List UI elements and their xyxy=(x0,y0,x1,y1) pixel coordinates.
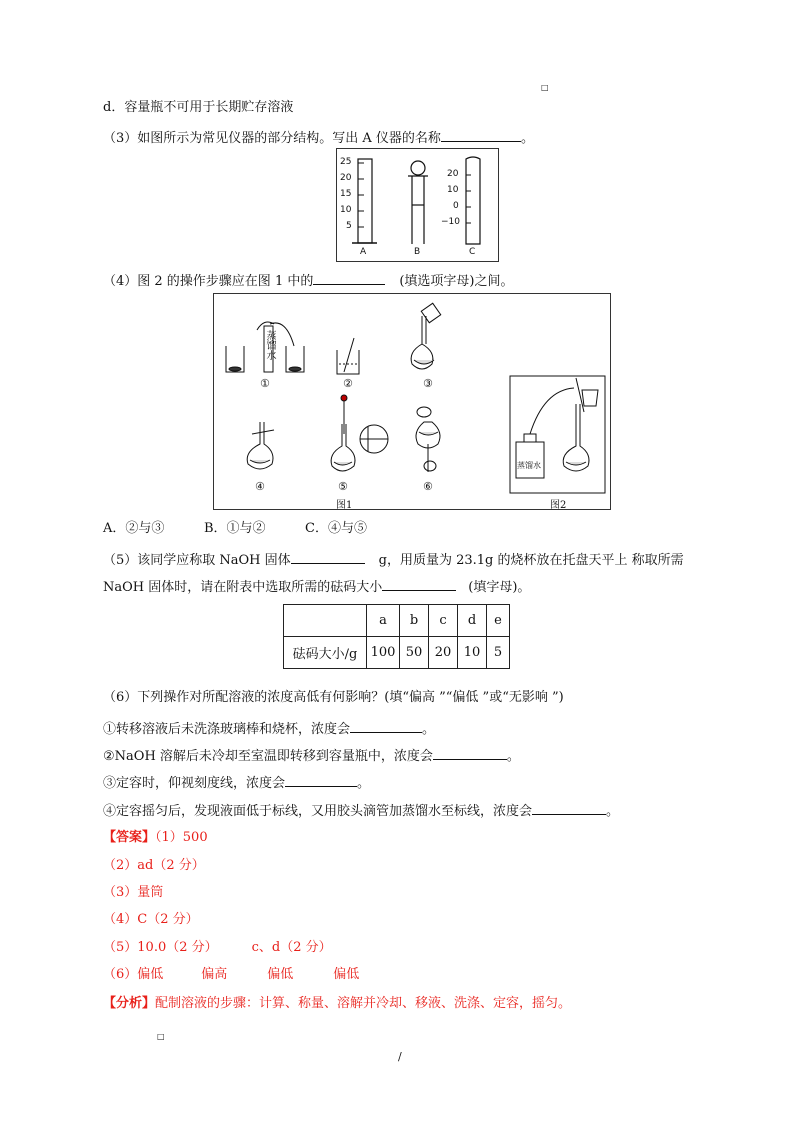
top-marker: □ xyxy=(541,83,549,92)
answer-2: （2）ad（2 分） xyxy=(103,858,205,873)
procedure-drawing xyxy=(214,294,610,509)
label-b: B xyxy=(414,247,421,257)
option-c: C．④与⑤ xyxy=(305,521,367,536)
step-2-drawing xyxy=(337,338,359,374)
table-cell: b xyxy=(400,605,429,637)
question-5-line-2 xyxy=(103,578,530,597)
step-4-drawing xyxy=(247,422,274,469)
bottle-label: 蒸馏水 xyxy=(517,461,541,470)
table-row xyxy=(284,637,510,669)
footer-marker: □ xyxy=(157,1032,165,1041)
table-cell: 20 xyxy=(429,637,458,669)
question-5-text-d: (填字母)。 xyxy=(468,580,531,595)
table-cell xyxy=(284,605,367,637)
question-6-item-1-text: ①转移溶液后未洗涤玻璃棒和烧杯，浓度会 xyxy=(103,722,351,737)
option-d-text: d．容量瓶不可用于长期贮存溶液 xyxy=(103,100,294,115)
tick-c-0: 20 xyxy=(447,169,459,179)
analysis-text: 配制溶液的步骤：计算、称量、溶解并冷却、移液、洗涤、定容，摇匀。 xyxy=(155,996,572,1011)
label-a: A xyxy=(360,247,367,257)
tick-c-1: 10 xyxy=(447,185,459,195)
table-cell: 5 xyxy=(487,637,510,669)
answer-blank-3[interactable] xyxy=(441,129,521,142)
question-4-text: （4）图 2 的操作步骤应在图 1 中的 xyxy=(103,274,314,289)
tick-a-0: 25 xyxy=(340,157,352,167)
table-cell: a xyxy=(367,605,400,637)
table-cell: d xyxy=(458,605,487,637)
step-5-drawing xyxy=(331,395,388,471)
step-3-label: ③ xyxy=(423,377,433,390)
answer-6-1: 偏低 xyxy=(137,967,164,982)
step-3-drawing xyxy=(411,303,441,369)
tick-a-4: 5 xyxy=(346,221,352,231)
analysis-line xyxy=(103,995,571,1013)
answer-blank-5a[interactable] xyxy=(291,551,365,564)
question-3-text: （3）如图所示为常见仪器的部分结构。写出 A 仪器的名称 xyxy=(103,131,441,146)
table-cell: 100 xyxy=(367,637,400,669)
weights-table xyxy=(283,604,510,669)
answer-4: （4）C（2 分） xyxy=(103,912,199,927)
question-6-item-4-end: 。 xyxy=(606,804,620,819)
figure-2-caption: 图2 xyxy=(550,500,567,511)
table-cell: 50 xyxy=(400,637,429,669)
question-5-text-b: g，用质量为 23.1g 的烧杯放在托盘天平上 称取所需 xyxy=(378,553,684,568)
water-label: 蒸馏水 xyxy=(264,330,275,360)
instruments-figure xyxy=(336,148,499,262)
answer-6-2: 偏高 xyxy=(201,967,228,982)
question-6-item-3 xyxy=(103,774,370,793)
question-3 xyxy=(103,129,534,148)
question-6-item-3-text: ③定容时，仰视刻度线，浓度会 xyxy=(103,776,286,791)
table-cell: 10 xyxy=(458,637,487,669)
table-cell: c xyxy=(429,605,458,637)
tick-c-2: 0 xyxy=(453,201,459,211)
step-4-label: ④ xyxy=(255,480,265,493)
option-b: B．①与② xyxy=(204,521,266,536)
answer-6-3: 偏低 xyxy=(267,967,294,982)
tick-a-2: 15 xyxy=(340,189,352,199)
label-c: C xyxy=(469,247,476,257)
step-2-label: ② xyxy=(343,377,353,390)
option-a: A．②与③ xyxy=(103,521,165,536)
instrument-b-flask-neck xyxy=(408,161,428,244)
answer-blank-6-1[interactable] xyxy=(350,720,422,733)
answer-blank-6-4[interactable] xyxy=(532,802,606,815)
instrument-a-cylinder xyxy=(352,159,377,243)
table-row xyxy=(284,605,510,637)
answer-blank-6-2[interactable] xyxy=(433,747,507,760)
question-6-item-3-end: 。 xyxy=(357,776,371,791)
answer-label: 【答案】 xyxy=(103,830,156,845)
question-6-item-2-text: ②NaOH 溶解后未冷却至室温即转移到容量瓶中，浓度会 xyxy=(103,749,433,764)
answer-5 xyxy=(103,939,332,957)
answer-blank-6-3[interactable] xyxy=(285,774,357,787)
answer-blank-4[interactable] xyxy=(313,272,385,285)
analysis-label: 【分析】 xyxy=(103,996,156,1011)
step-6-label: ⑥ xyxy=(423,480,433,493)
answer-line-1 xyxy=(103,829,208,847)
figure-1-caption: 图1 xyxy=(336,500,353,511)
question-6-item-1 xyxy=(103,720,435,739)
question-5-text-c: NaOH 固体时，请在附表中选取所需的砝码大小 xyxy=(103,580,383,595)
step-6-drawing xyxy=(416,407,440,472)
answer-6-4: 偏低 xyxy=(333,967,360,982)
instruments-drawing xyxy=(337,149,498,261)
answer-1: （1）500 xyxy=(155,830,208,845)
question-4 xyxy=(103,272,514,291)
answer-5a: （5）10.0（2 分） xyxy=(103,940,218,955)
step-5-label: ⑤ xyxy=(338,480,348,493)
question-6-item-2-end: 。 xyxy=(506,749,520,764)
answer-6 xyxy=(103,966,359,984)
table-cell: e xyxy=(487,605,510,637)
page-number: / xyxy=(398,1050,402,1063)
answer-6-prefix: （6） xyxy=(103,967,138,982)
step-1-label: ① xyxy=(260,377,270,390)
question-5-text-a: （5）该同学应称取 NaOH 固体 xyxy=(103,553,291,568)
question-4-hint: (填选项字母)之间。 xyxy=(399,274,514,289)
question-3-end: 。 xyxy=(520,131,534,146)
question-6-item-1-end: 。 xyxy=(422,722,436,737)
procedure-figure xyxy=(213,293,611,510)
instrument-c-tube xyxy=(466,157,480,244)
answer-3: （3）量筒 xyxy=(103,885,164,900)
answer-5b: c、d（2 分） xyxy=(251,940,332,955)
question-6-intro: （6）下列操作对所配溶液的浓度高低有何影响？(填“偏高 ”“偏低 ”或“无影响 ”) xyxy=(103,690,564,705)
answer-blank-5b[interactable] xyxy=(382,578,456,591)
question-6-item-4-text: ④定容摇匀后，发现液面低于标线，又用胶头滴管加蒸馏水至标线，浓度会 xyxy=(103,804,533,819)
table-cell: 砝码大小/g xyxy=(284,637,367,669)
tick-c-3: −10 xyxy=(441,217,460,227)
question-6-item-4 xyxy=(103,802,619,821)
question-5-line-1 xyxy=(103,551,684,570)
tick-a-1: 20 xyxy=(340,173,352,183)
tick-a-3: 10 xyxy=(340,205,352,215)
question-6-item-2 xyxy=(103,747,520,766)
